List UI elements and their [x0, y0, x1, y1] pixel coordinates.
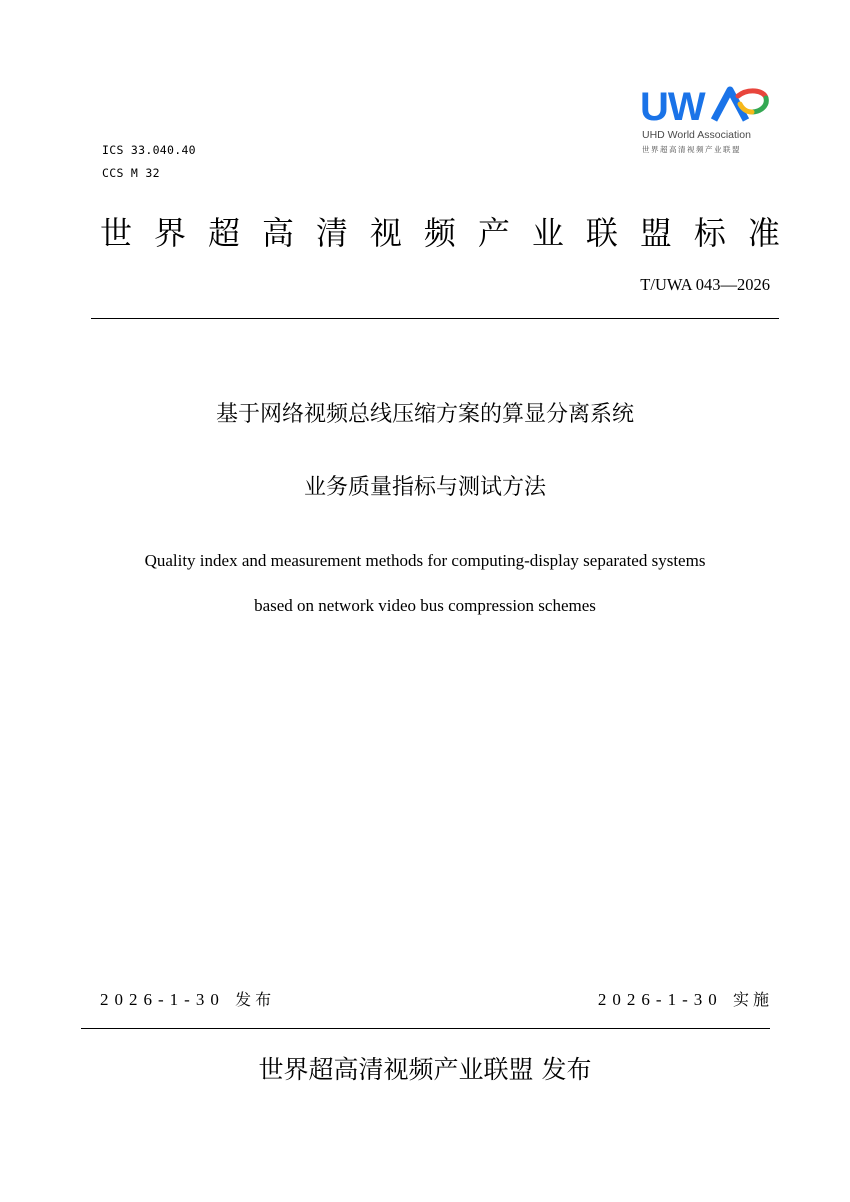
header-divider: [91, 318, 779, 319]
publisher-line: 世界超高清视频产业联盟 发布: [258, 1055, 592, 1084]
title-char: 产: [477, 214, 510, 252]
footer-divider: [81, 1028, 770, 1029]
title-char: 业: [531, 214, 564, 252]
uwa-logo: [640, 86, 770, 156]
title-char: 准: [747, 214, 780, 252]
document-title-en-line1: Quality index and measurement methods for computing-display separated systems: [144, 551, 706, 570]
ics-code: ICS 33.040.40: [102, 143, 196, 157]
title-char: 清: [315, 214, 348, 252]
publish-label: 发布: [235, 990, 276, 1009]
implement-date-value: 2026-1-30: [597, 990, 723, 1009]
title-char: 视: [369, 214, 402, 252]
ccs-code: CCS M 32: [102, 166, 160, 180]
logo-subtitle-cn: 世界超高清视频产业联盟: [642, 145, 741, 154]
title-char: 超: [207, 214, 240, 252]
title-char: 标: [693, 214, 726, 252]
svg-text:UW: UW: [640, 86, 705, 128]
title-char: 世: [100, 214, 133, 252]
publish-date: [100, 987, 275, 1010]
title-char: 界: [153, 214, 186, 252]
publish-date-value: 2026-1-30: [100, 990, 225, 1009]
title-char: 联: [585, 214, 618, 252]
document-title-cn-line1: 基于网络视频总线压缩方案的算显分离系统: [215, 402, 634, 427]
implement-label: 实施: [732, 990, 773, 1009]
document-title-cn-line2: 业务质量指标与测试方法: [303, 475, 546, 500]
standard-type-title: [100, 208, 780, 254]
standard-number: T/UWA 043—2026: [640, 275, 770, 294]
uwa-logo-mark: [640, 86, 770, 128]
title-char: 盟: [639, 214, 672, 252]
document-title-en-line2: based on network video bus compression schemes: [254, 596, 596, 615]
logo-subtitle-en: UHD World Association: [642, 129, 751, 141]
title-char: 高: [261, 214, 294, 252]
title-char: 频: [423, 214, 456, 252]
implement-date: [598, 987, 773, 1010]
